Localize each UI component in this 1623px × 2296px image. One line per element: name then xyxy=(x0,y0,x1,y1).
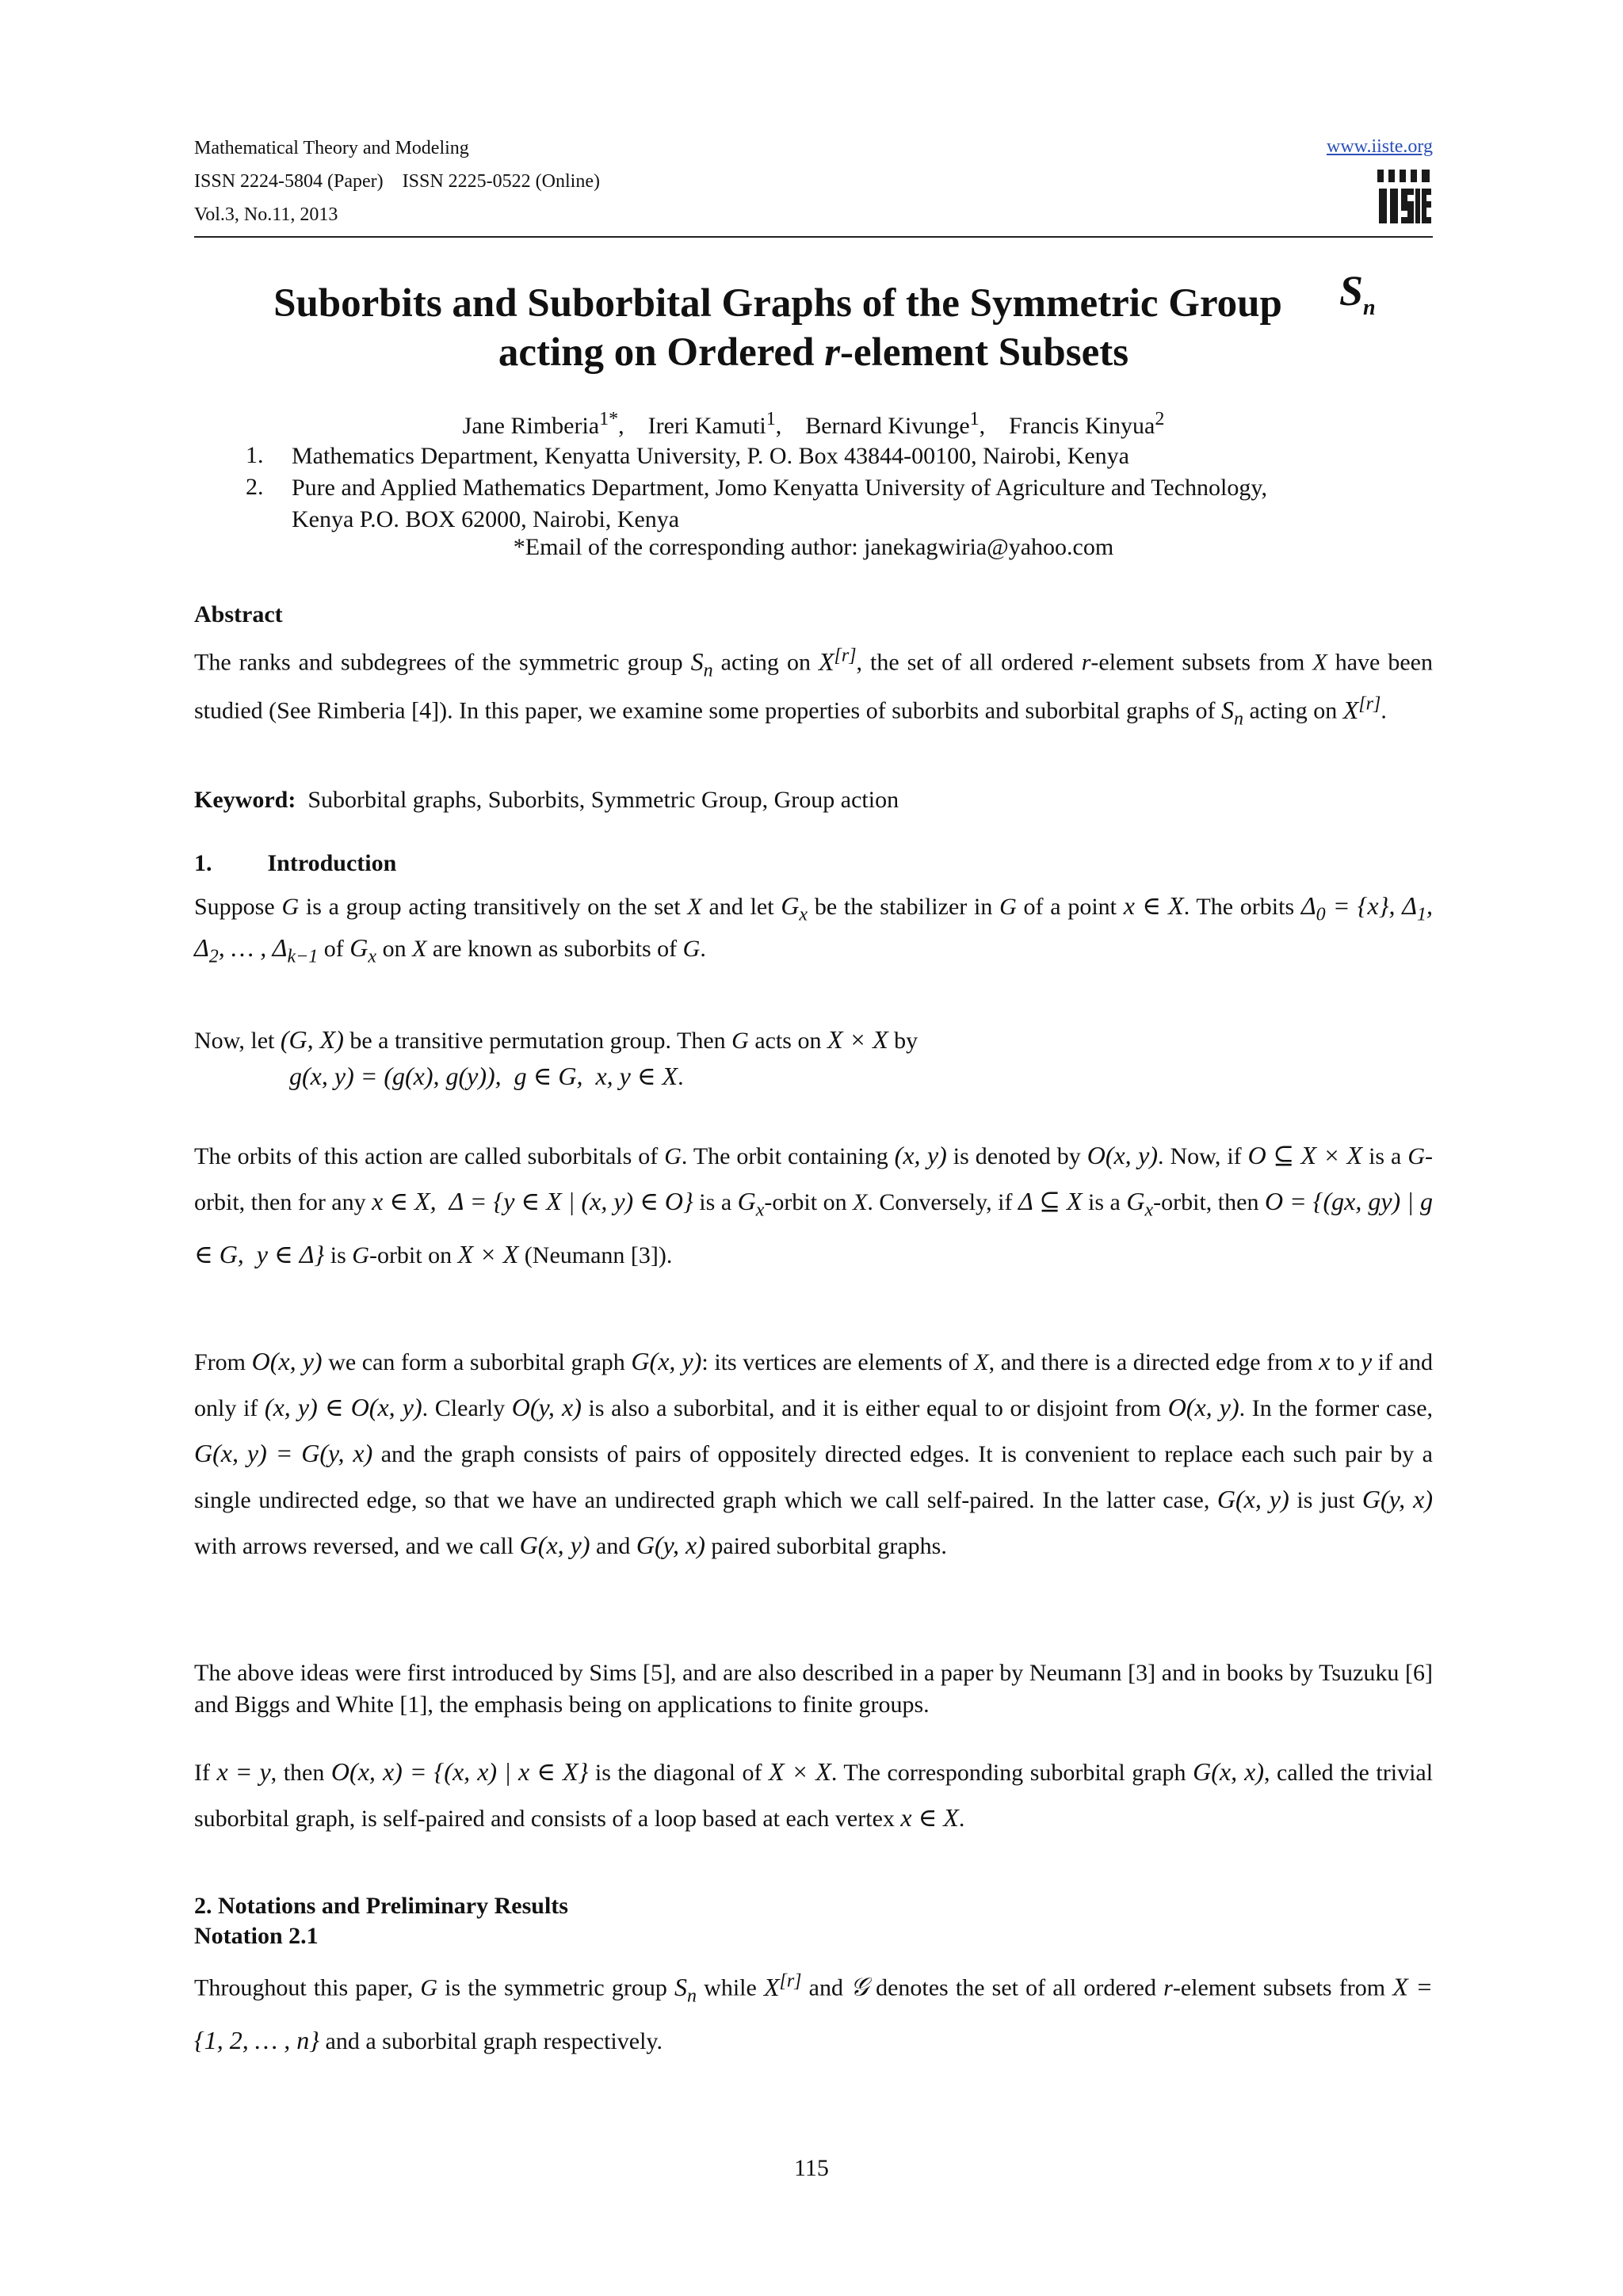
intro-paragraph-5: The above ideas were first introduced by Sims [5], and are also described in a paper by Neumann [3] and in books by Tsuzuku [6] and Biggs and White [1], the emphasis being on applications to finite groups. xyxy=(194,1660,1433,1718)
author-list: Jane Rimberia$^{1*}$, Ireri Kamuti$^1$, Bernard Kivunge$^1$, Francis Kinyua$^2$ xyxy=(462,409,1165,439)
section-1-heading: 1. Introduction xyxy=(194,850,397,876)
issn-line: ISSN 2224-5804 (Paper) ISSN 2225-0522 (Online) xyxy=(194,171,600,192)
intro-paragraph-2: Now, let (G, X) be a transitive permutation group. Then G acts on X × X by g(x, y) = (g(x), g(y)), g ∈ G, x, y ∈ X. xyxy=(194,1025,918,1090)
iiste-logo xyxy=(1376,168,1433,227)
affiliation-2-cont: Kenya P.O. BOX 62000, Nairobi, Kenya xyxy=(292,506,680,532)
notation-paragraph: Throughout this paper, G is the symmetric group $S_n$ while X[r] and 𝒢 denotes the set of all ordered r-element subsets from X = {1, 2, … , n} and a suborbital graph respectively. xyxy=(194,1970,1433,2055)
intro-paragraph-3: The orbits of this action are called suborbitals of G. The orbit containing (x, y) is denoted by O(x, y). Now, if O ⊆ X × X is a G-orbit, then for any x ∈ X, Δ = {y ∈ X | (x, y) ∈ O} is a $G_x$-orbit on X. Conversely, if Δ ⊆ X is a $G_x$-orbit, then O = {(gx, gy) | g ∈ G, y ∈ Δ} is G-orbit on X × X (Neumann [3]). xyxy=(194,1141,1434,1269)
page-number: 115 xyxy=(794,2155,829,2181)
journal-name: Mathematical Theory and Modeling xyxy=(194,138,469,158)
abstract-text: The ranks and subdegrees of the symmetric group $S_n$ acting on X[r], the set of all ordered r-element subsets from X have been studied (See Rimberia [4]). In this paper, we examine some properties of suborbits and suborbital graphs of $S_n$ acting on X[r]. xyxy=(194,645,1433,730)
title-symbol: $S_n$ xyxy=(1339,267,1376,320)
corresponding-email: *Email of the corresponding author: janekagwiria@yahoo.com xyxy=(513,534,1114,560)
affiliation-2-num: 2. xyxy=(246,474,264,500)
affiliation-2: Pure and Applied Mathematics Department, Jomo Kenyatta University of Agriculture and Technology, xyxy=(292,475,1267,501)
notation-heading: Notation 2.1 xyxy=(194,1923,319,1949)
keywords: Keyword: Suborbital graphs, Suborbits, Symmetric Group, Group action xyxy=(194,787,899,813)
paper-title: Suborbits and Suborbital Graphs of the Symmetric Group acting on Ordered r-element Subsets xyxy=(273,281,1282,375)
affiliation-1: Mathematics Department, Kenyatta University, P. O. Box 43844-00100, Nairobi, Kenya xyxy=(292,443,1130,469)
volume-line: Vol.3, No.11, 2013 xyxy=(194,204,338,225)
website-link[interactable]: www.iiste.org xyxy=(1327,136,1433,157)
intro-paragraph-4: From O(x, y) we can form a suborbital graph G(x, y): its vertices are elements of X, and there is a directed edge from x to y if and only if (x, y) ∈ O(x, y). Clearly O(y, x) is also a suborbital, and it is either equal to or disjoint from O(x, y). In the former case, G(x, y) = G(y, x) and the graph consists of pairs of oppositely directed edges. It is convenient to replace each such pair by a single undirected edge, so that we have an undirected graph which we call self-paired. In the latter case, G(x, y) is just G(y, x) with arrows reversed, and we call G(x, y) and G(y, x) paired suborbital graphs. xyxy=(194,1347,1434,1559)
abstract-heading: Abstract xyxy=(194,601,283,627)
title-line-1: Suborbits and Suborbital Graphs of the Symmetric Group xyxy=(273,281,1282,326)
affiliation-1-num: 1. xyxy=(246,442,264,468)
section-2-heading: 2. Notations and Preliminary Results xyxy=(194,1893,568,1919)
intro-paragraph-6: If x = y, then O(x, x) = {(x, x) | x ∈ X} is the diagonal of X × X. The corresponding suborbital graph G(x, x), called the trivial suborbital graph, is self-paired and consists of a loop based at each vertex x ∈ X. xyxy=(194,1757,1434,1832)
intro-paragraph-1: Suppose G is a group acting transitively on the set X and let $G_x$ be the stabilizer in G of a point x ∈ X. The orbits $\Delta_0 = \{x\}$, $\Delta_1$, $\Delta_2$, … , $\Delta_{k-1}$ of $G_x$ on X are known as suborbits of G. xyxy=(194,891,1433,967)
header-rule xyxy=(194,236,1433,238)
